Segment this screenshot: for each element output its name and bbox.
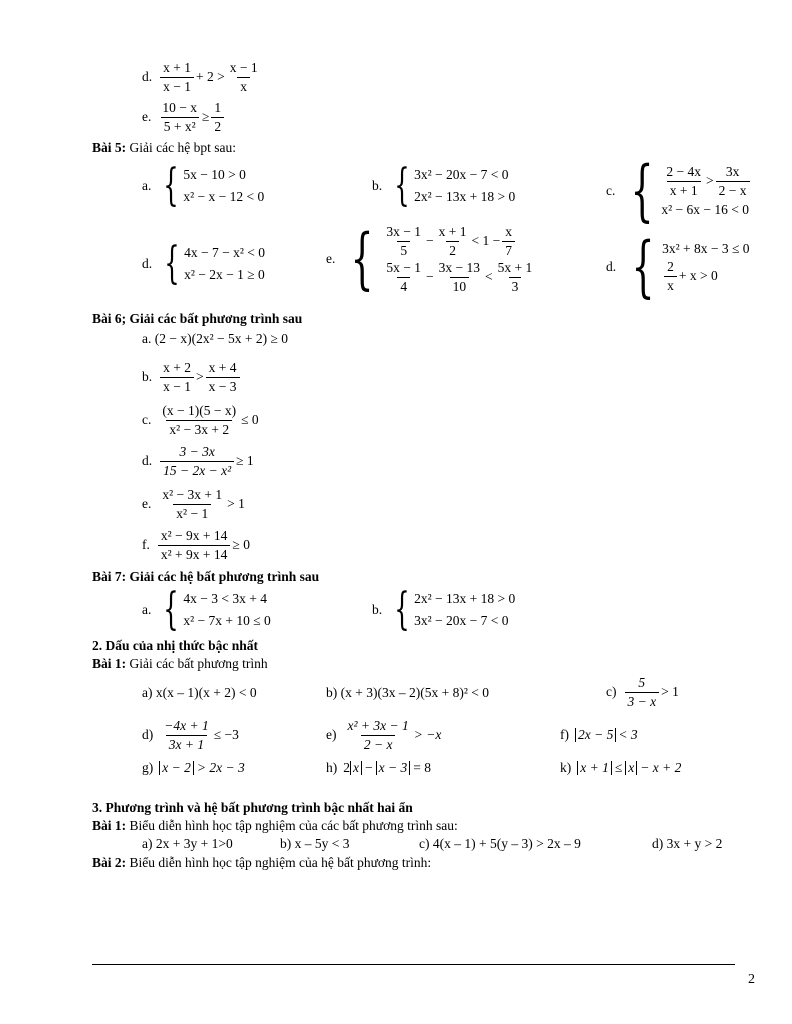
sec2-k: k) x + 1 ≤ x − x + 2 <box>560 759 682 775</box>
ex6-heading: Bài 6; Giải các bất phương trình sau <box>92 311 303 326</box>
ex6-b: b. $\frac{x + 2}{x - 1}$ > $\frac{x + 4}{x - 3}$ <box>142 360 242 394</box>
ex4-e: e. $\frac{10 - x}{\text{5 + x²}}$ ≥ $\frac{1}{2}$ <box>142 100 226 134</box>
section-3-title: 3. Phương trình và hệ bất phương trình bậc nhất hai ẩn <box>92 800 413 815</box>
sec3-a: a) 2x + 3y + 1>0 <box>142 836 233 851</box>
ex5-d: d. { 4x − 7 − x² < 0 x² − 2x − 1 ≥ 0 <box>142 238 266 289</box>
ex6-a: a. (2 − x)(2x² − 5x + 2) ≥ 0 <box>142 331 289 346</box>
page-number: 2 <box>748 972 755 987</box>
ex7-heading: Bài 7: Giải các hệ bất phương trình sau <box>92 569 320 584</box>
sec2-f: f) 2x − 5 < 3 <box>560 726 638 742</box>
sec2-ex1-heading: Bài 1: Giải các bất phương trình <box>92 656 268 671</box>
ex5-c: c. { $\frac{2 - 4x}{x + 1}$ > $\frac{3x}{2 - x}$ x² − 6x − 16 < 0 <box>606 152 750 229</box>
sec3-ex2-heading: Bài 2: Biểu diễn hình học tập nghiệm của hệ bất phương trình: <box>92 855 432 870</box>
sec3-b: b) x – 5y < 3 <box>280 836 350 851</box>
sec2-a: a) x(x – 1)(x + 2) < 0 <box>142 685 257 700</box>
sec2-h: h) 2 x − x − 3 = 8 <box>326 759 431 775</box>
ex7-b: b. { 2x² − 13x + 18 > 0 3x² − 20x − 7 < 0 <box>372 584 516 635</box>
fraction: $\frac{x + 1}{x - 1}$ <box>160 60 194 94</box>
ex4-d: d. $\frac{x + 1}{x - 1}$ + 2 > $\frac{x - 1}{x}$ <box>142 60 263 94</box>
fraction: $\frac{1}{2}$ <box>211 100 224 134</box>
fraction: $\frac{10 - x}{\text{5 + x²}}$ <box>162 100 197 134</box>
sec2-d: d) $\frac{-4x + 1}{3x + 1}$ ≤ −3 <box>142 718 239 752</box>
sec2-c: c) $\frac{5}{3 - x}$ > 1 <box>606 675 679 709</box>
ex6-c: c. $\frac{(x - 1)(5 - x)}{\text{x² − 3x + 2}}$ ≤ 0 <box>142 403 259 437</box>
ex5-b: b. { 3x² − 20x − 7 < 0 2x² − 13x + 18 > 0 <box>372 160 516 211</box>
ex5-heading: Bài 5: Giải các hệ bpt sau: <box>92 140 236 155</box>
footer-divider <box>92 964 735 965</box>
sec2-b: b) (x + 3)(3x – 2)(5x + 8)² < 0 <box>326 685 489 700</box>
ex6-d: d. $\frac{3 - 3x}{\text{15 − 2x − x²}}$ ≥ 1 <box>142 444 254 478</box>
ex6-f: f. $\frac{\text{x² − 9x + 14}}{\text{x² + 9x + 14}}$ ≥ 0 <box>142 528 250 562</box>
ex5-e: e. { $\frac{3x - 1}{5}$ − $\frac{x + 1}{2}$ < 1 − $\frac{x}{7}$ $\frac{5x - 1}{4}$ − $\frac{3x - 13}{10}$ < $\frac{5x + 1}{3}$ <box>326 220 533 298</box>
sec2-g: g) x − 2 > 2x − 3 <box>142 759 245 775</box>
sec3-ex1-heading: Bài 1: Biểu diễn hình học tập nghiệm của các bất phương trình sau: <box>92 818 458 833</box>
section-2-title: 2. Dấu của nhị thức bậc nhất <box>92 638 259 653</box>
ex5-a: a. { 5x − 10 > 0 x² − x − 12 < 0 <box>142 160 265 211</box>
fraction: $\frac{x - 1}{x}$ <box>229 60 258 94</box>
sec2-e: e) $\frac{\text{x² + 3x − 1}}{2 - x}$ > −x <box>326 718 442 752</box>
ex5-f: d. { 3x² + 8x − 3 ≤ 0 $\frac{2}{x}$ + x > 0 <box>606 228 750 305</box>
ex7-a: a. { 4x − 3 < 3x + 4 x² − 7x + 10 ≤ 0 <box>142 584 271 635</box>
ex6-e: e. $\frac{\text{x² − 3x + 1}}{\text{x² − 1}}$ > 1 <box>142 487 245 521</box>
sec3-d: d) 3x + y > 2 <box>652 836 723 851</box>
sec3-c: c) 4(x – 1) + 5(y – 3) > 2x – 9 <box>419 836 581 851</box>
